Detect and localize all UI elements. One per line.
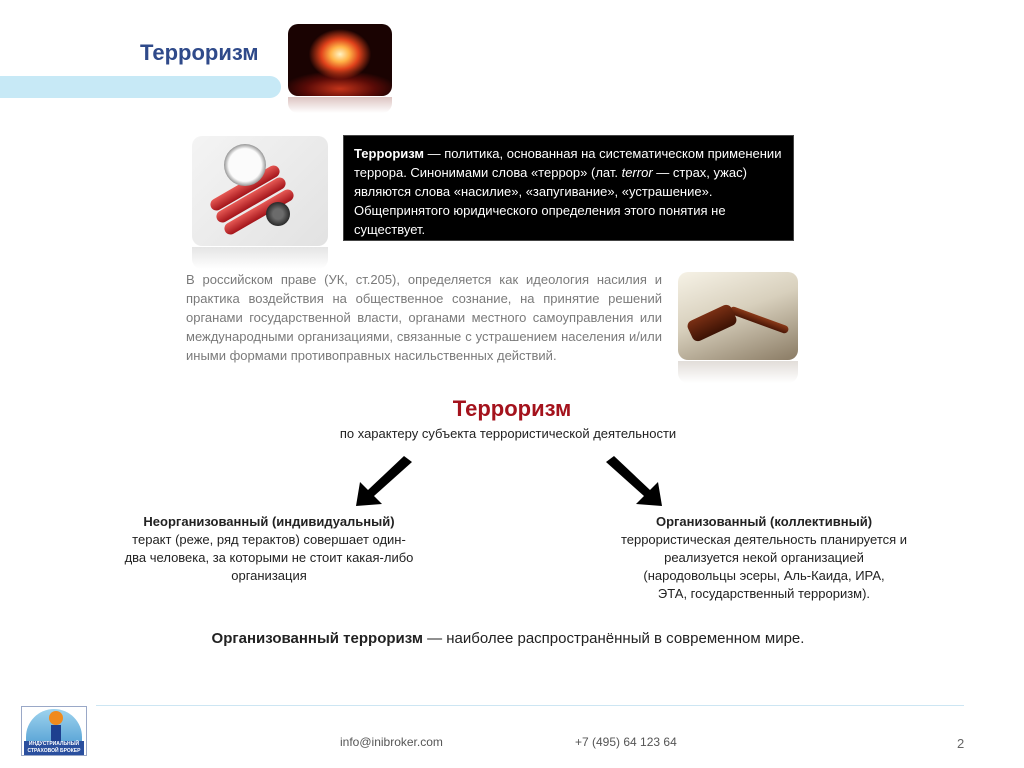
organized-terrorism-column [604,513,924,603]
classification-heading: Терроризм [452,396,572,421]
explosion-photo [288,24,392,96]
title-underline-bar [0,76,281,98]
logo-line-1: ИНДУСТРИАЛЬНЫЙ [28,741,80,747]
logo-text-band [24,741,84,755]
clock-icon [224,144,266,186]
definition-latin-word: terror [621,165,653,180]
conclusion-bold: Организованный терроризм [211,630,423,647]
organized-line: (народовольцы эсеры, Аль-Каида, ИРА, [643,568,885,583]
time-bomb-photo [192,136,328,246]
arrow-down-left-icon [352,452,416,508]
conclusion-text [0,630,1016,647]
definition-text-2: — страх, ужас) являются слова «насилие», «запугивание», «устрашение». Общепринятого юридического определения этого понятия не существует. [354,165,747,237]
organized-title: Организованный (коллективный) [655,514,873,529]
definition-term: Терроризм [354,146,425,161]
logo-i-stem [51,725,61,741]
gavel-photo-reflection [678,361,798,383]
logo-line-2: СТРАХОВОЙ БРОКЕР [27,748,81,754]
page-number: 2 [957,736,965,751]
russian-law-paragraph: В российском праве (УК, ст.205), определяется как идеология насилия и практика воздействия на общественное сознание, на принятие решений органами государственной власти, органами местного самоуправления или международными организациями, связанные с устрашением населения и/или иными формами противоправных насильственных действий. [186,272,662,363]
arrow-down-right-icon [602,452,666,508]
organized-line: террористическая деятельность планируется и [620,532,908,547]
time-bomb-photo-reflection [192,247,328,269]
conclusion-rest: — наиболее распространённый в современном мире. [422,630,805,647]
definition-box [343,135,794,241]
unorganized-terrorism-column [108,513,430,585]
footer-phone: +7 (495) 64 123 64 [575,735,677,749]
organized-line: ЭТА, государственный терроризм). [657,586,871,601]
unorganized-line: организация [231,568,307,583]
unorganized-title: Неорганизованный (индивидуальный) [143,514,395,529]
classification-subtitle: по характеру субъекта террористической деятельности [339,426,677,441]
logo-i-dot [49,711,63,725]
gavel-photo [678,272,798,360]
explosion-photo-reflection [288,97,392,113]
unorganized-line: теракт (реже, ряд терактов) совершает один- [132,532,406,547]
footer-email[interactable]: info@inibroker.com [340,735,443,749]
page-title: Терроризм [140,40,259,65]
gavel-head [686,303,739,343]
company-logo [21,706,87,756]
organized-line: реализуется некой организацией [664,550,864,565]
logo-arc [26,709,82,741]
footer-divider [96,705,964,706]
bomb-dial [266,202,290,226]
gavel-handle [729,306,790,335]
definition-text-1: — политика, основанная на систематическом применении террора. Синонимами слова «террор» (лат. [354,146,782,180]
unorganized-line: два человека, за которыми не стоит какая-либо [124,550,414,565]
